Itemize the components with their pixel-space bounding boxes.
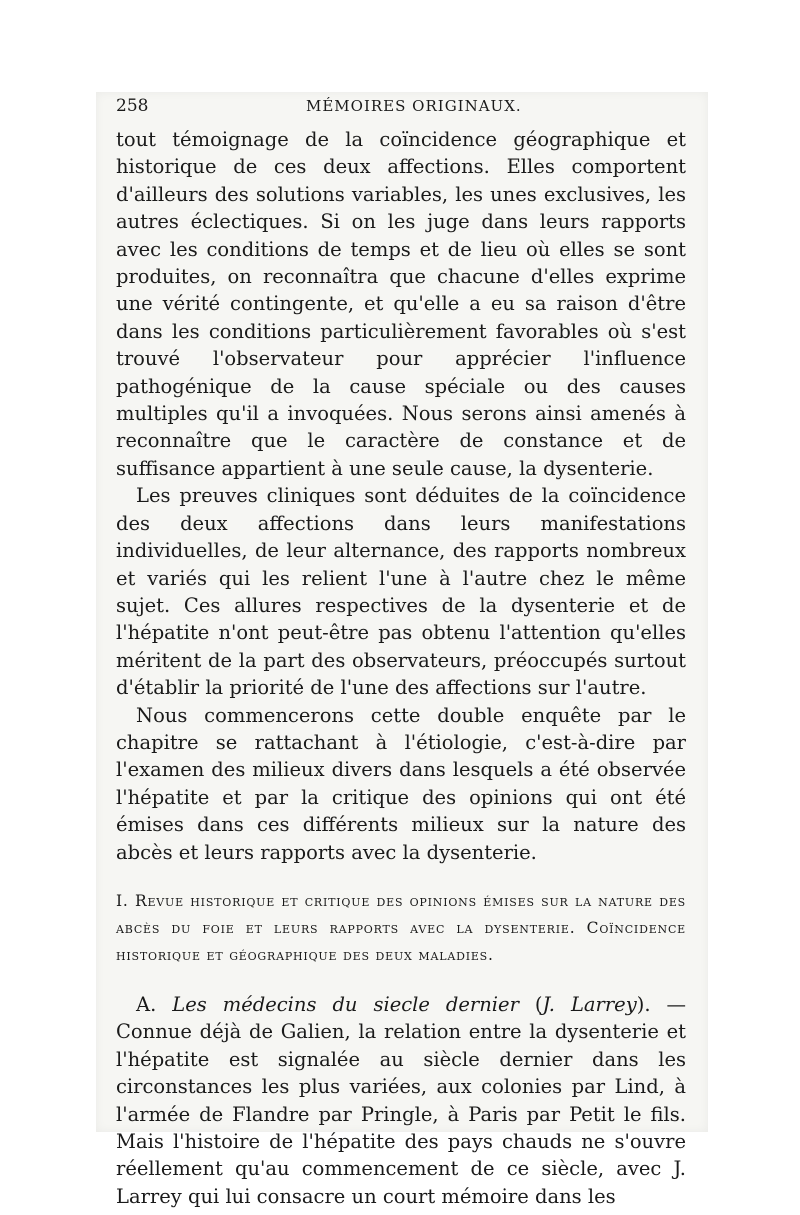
- paragraph-1: tout témoignage de la coïncidence géographique et historique de ces deux affections. Elles comportent d'ailleurs des solutions variables, les unes exclusives, les autres éclectiques. Si on les juge dans leurs rapports avec les conditions de temps et de lieu où elles se sont produites, on reconnaîtra que chacune d'elles exprime une vérité contingente, et qu'elle a eu sa raison d'être dans les conditions particulièrement favorables où s'est trouvé l'observateur pour apprécier l'influence pathogénique de la cause spéciale ou des causes multiples qu'il a invoquées. Nous serons ainsi amenés à reconnaître que le caractère de constance et de suffisance appartient à une seule cause, la dysenterie.: [116, 128, 686, 480]
- section-heading: I. Revue historique et critique des opinions émises sur la nature des abcès du foie et leurs rapports avec la dysenterie. Coïncidence historique et géographique des deux maladies.: [116, 891, 686, 964]
- author-open: (: [534, 992, 543, 1016]
- running-title: MÉMOIRES ORIGINAUX.: [306, 97, 522, 115]
- subsection-label: A.: [136, 992, 157, 1016]
- text-block: [116, 96, 686, 1210]
- page-number: 258: [116, 96, 149, 116]
- running-head: [116, 96, 686, 126]
- subsection-body: Connue déjà de Galien, la relation entre la dysenterie et l'hépatite est signalée au siècle dernier dans les circonstances les plus variées, aux colonies par Lind, à l'armée de Flandre par Pringle, à Paris par Petit le fils. Mais l'histoire de l'hépatite des pays chauds ne s'ouvre réellement qu'au commencement de ce siècle, avec J. Larrey qui lui consacre un court mémoire dans les: [116, 1020, 686, 1208]
- subsection-paragraph: [116, 991, 686, 1210]
- paragraph-3: Nous commencerons cette double enquête par le chapitre se rattachant à l'étiologie, c'est-à-dire par l'examen des milieux divers dans lesquels a été observée l'hépatite et par la critique des opinions qui ont été émises dans ces différents milieux sur la nature des abcès et leurs rapports avec la dysenterie.: [116, 703, 686, 864]
- subsection-title: Les médecins du siecle dernier: [172, 992, 519, 1016]
- paragraph-2: Les preuves cliniques sont déduites de la coïncidence des deux affections dans leurs manifestations individuelles, de leur alternance, des rapports nombreux et variés qui les relient l'une à l'autre chez le même sujet. Ces allures respectives de la dysenterie et de l'hépatite n'ont peut-être pas obtenu l'attention qu'elles méritent de la part des observateurs, préoccupés surtout d'établir la priorité de l'une des affections sur l'autre.: [116, 484, 686, 700]
- author-close: ). —: [636, 992, 687, 1016]
- subsection-author: J. Larrey: [542, 992, 637, 1016]
